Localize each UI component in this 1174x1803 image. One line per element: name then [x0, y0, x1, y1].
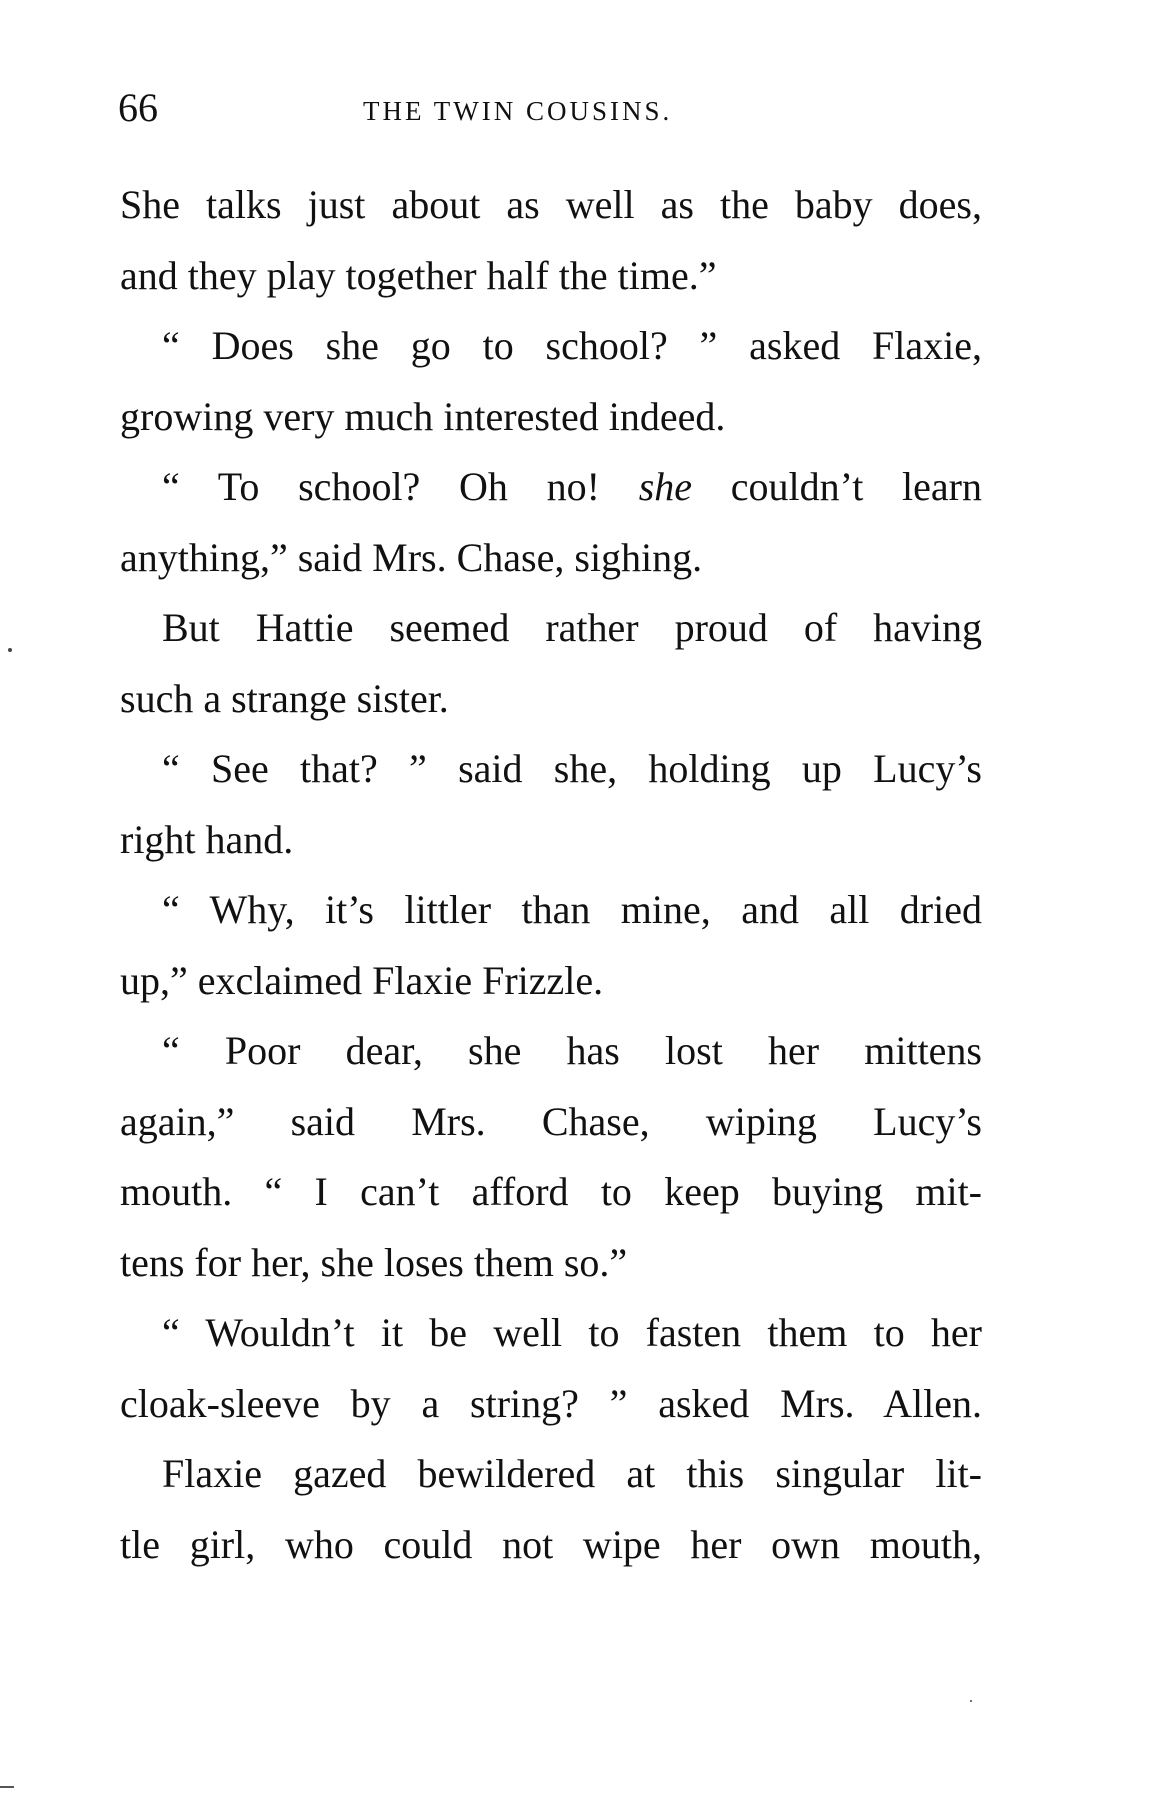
text-line: cloak-sleeve by a string? ” asked Mrs. Allen.: [120, 1380, 982, 1426]
page-header: [118, 86, 998, 130]
text-line: up,” exclaimed Flaxie Frizzle.: [120, 957, 604, 1003]
text-line: “ Why, it’s littler than mine, and all dried: [162, 887, 982, 932]
text-line: “ Poor dear, she has lost her mittens: [162, 1028, 982, 1073]
running-title: THE TWIN COUSINS.: [363, 96, 673, 126]
emphasis: she: [638, 464, 693, 509]
text-line: again,” said Mrs. Chase, wiping Lucy’s: [120, 1098, 982, 1144]
text-line: But Hattie seemed rather proud of having: [162, 605, 982, 650]
text-line: Flaxie gazed bewildered at this singular lit-: [162, 1451, 982, 1496]
text-line: right hand.: [120, 816, 294, 862]
edge-mark: [0, 1786, 14, 1788]
paper-speck: [970, 1700, 972, 1702]
text-line: and they play together half the time.”: [120, 252, 717, 298]
text-line: “ To school? Oh no! she couldn’t learn: [162, 464, 982, 509]
text-line: She talks just about as well as the baby does,: [120, 182, 982, 227]
text-line: mouth. “ I can’t afford to keep buying mit-: [120, 1169, 982, 1214]
body-text: [120, 170, 982, 1580]
text-line: such a strange sister.: [120, 675, 449, 721]
text-line: growing very much interested indeed.: [120, 393, 726, 439]
text-line: tens for her, she loses them so.”: [120, 1239, 628, 1285]
text-line: tle girl, who could not wipe her own mouth,: [120, 1521, 982, 1567]
text-line: anything,” said Mrs. Chase, sighing.: [120, 534, 703, 580]
paper-speck: [8, 648, 12, 652]
text-line: “ See that? ” said she, holding up Lucy’s: [162, 746, 982, 791]
text-line: “ Wouldn’t it be well to fasten them to her: [162, 1310, 982, 1355]
text-line: “ Does she go to school? ” asked Flaxie,: [162, 323, 982, 368]
page-number: 66: [118, 85, 158, 130]
